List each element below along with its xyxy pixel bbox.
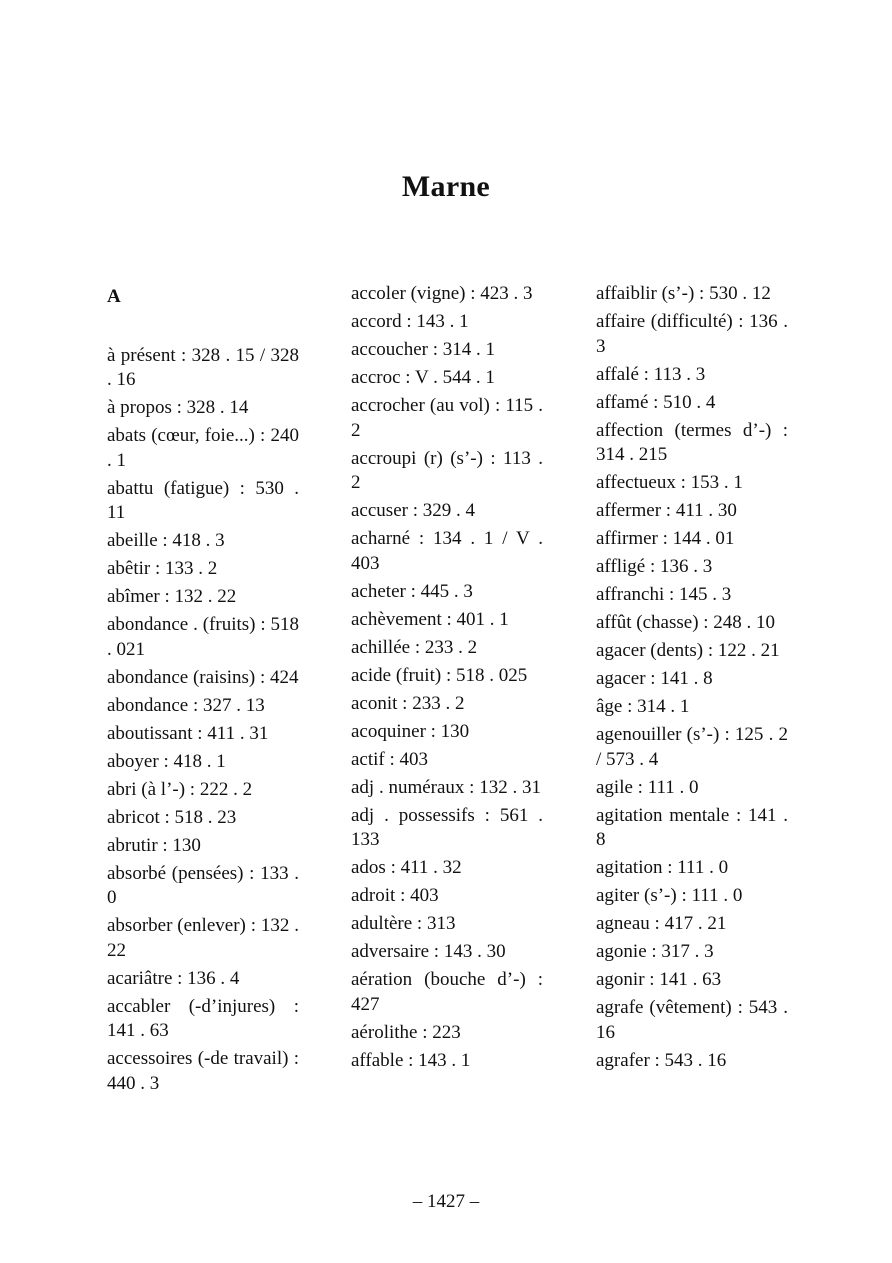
index-entry: agacer : 141 . 8 (596, 668, 713, 689)
index-entry: agneau : 417 . 21 (596, 913, 727, 934)
index-entry: affection (termes d’-) : 314 . 215 (596, 419, 788, 465)
index-entry: âge : 314 . 1 (596, 696, 690, 717)
index-entry: abeille : 418 . 3 (107, 530, 225, 551)
index-entry: aérolithe : 223 (351, 1021, 461, 1043)
index-entry: accoucher : 314 . 1 (351, 339, 496, 360)
index-entry: affligé : 136 . 3 (596, 556, 713, 577)
index-entry: abri (à l’-) : 222 . 2 (107, 778, 253, 800)
index-column-2 (351, 282, 543, 1077)
index-entry: affirmer : 144 . 01 (596, 528, 735, 549)
index-entry: à propos : 328 . 14 (107, 397, 249, 418)
index-entry: agenouiller (s’-) : 125 . 2 / 573 . 4 (596, 724, 788, 770)
page-number: – 1427 – (412, 1191, 480, 1212)
index-column-3 (596, 282, 788, 1077)
index-entry: adroit : 403 (351, 885, 439, 906)
index-entry: abattu (fatigue) : 530 . 11 (107, 477, 299, 523)
index-entry: affaire (difficulté) : 136 . 3 (596, 311, 788, 357)
index-entry: agile : 111 . 0 (596, 776, 699, 798)
index-entry: abrutir : 130 (107, 834, 201, 856)
index-entry: achillée : 233 . 2 (351, 636, 478, 658)
index-entry: accabler (-d’injures) : 141 . 63 (107, 995, 299, 1041)
index-entry: achèvement : 401 . 1 (351, 608, 509, 630)
index-entry: ados : 411 . 32 (351, 857, 462, 878)
index-entry: accord : 143 . 1 (351, 311, 469, 332)
index-entry: accoler (vigne) : 423 . 3 (351, 283, 533, 304)
index-entry: acheter : 445 . 3 (351, 580, 473, 602)
index-entry: affaiblir (s’-) : 530 . 12 (596, 283, 771, 304)
index-entry: accessoires (-de travail) : 440 . 3 (107, 1048, 299, 1094)
index-entry: affable : 143 . 1 (351, 1049, 471, 1071)
index-entry: agiter (s’-) : 111 . 0 (596, 885, 743, 906)
section-letter: A (107, 286, 121, 307)
index-entry: accroc : V . 544 . 1 (351, 367, 495, 388)
index-entry: affectueux : 153 . 1 (596, 472, 743, 493)
index-entry: agrafe (vêtement) : 543 . 16 (596, 997, 788, 1043)
index-entry: adultère : 313 (351, 913, 456, 934)
index-entry: acide (fruit) : 518 . 025 (351, 664, 528, 686)
index-entry: adversaire : 143 . 30 (351, 941, 506, 962)
index-entry: agrafer : 543 . 16 (596, 1049, 727, 1071)
index-entry: agacer (dents) : 122 . 21 (596, 640, 780, 661)
index-entry: accroupi (r) (s’-) : 113 . 2 (351, 447, 543, 493)
index-entry: abondance : 327 . 13 (107, 694, 265, 716)
index-entry: accuser : 329 . 4 (351, 500, 475, 521)
index-entry: abricot : 518 . 23 (107, 806, 237, 828)
index-entry: aération (bouche d’-) : 427 (351, 969, 543, 1015)
index-entry: agonie : 317 . 3 (596, 941, 714, 962)
index-entry: aconit : 233 . 2 (351, 692, 465, 714)
index-entry: abîmer : 132 . 22 (107, 586, 237, 607)
index-entry: absorber (enlever) : 132 . 22 (107, 915, 299, 961)
index-entry: acoquiner : 130 (351, 720, 470, 742)
index-entry: affamé : 510 . 4 (596, 391, 716, 413)
index-entry: abats (cœur, foie...) : 240 . 1 (107, 425, 299, 471)
index-entry: affalé : 113 . 3 (596, 363, 706, 385)
index-column-1 (107, 282, 299, 1100)
index-entry: adj . possessifs : 561 . 133 (351, 804, 543, 850)
index-entry: absorbé (pensées) : 133 . 0 (107, 862, 299, 908)
index-entry: affût (chasse) : 248 . 10 (596, 612, 776, 633)
index-entry: affranchi : 145 . 3 (596, 584, 732, 605)
index-entry: agitation mentale : 141 . 8 (596, 804, 788, 850)
index-entry: acariâtre : 136 . 4 (107, 967, 240, 989)
page-title: Marne (401, 170, 491, 203)
index-entry: acharné : 134 . 1 / V . 403 (351, 528, 543, 574)
index-entry: actif : 403 (351, 748, 429, 770)
index-entry: aboyer : 418 . 1 (107, 750, 226, 772)
index-entry: agitation : 111 . 0 (596, 857, 729, 878)
index-entry: abêtir : 133 . 2 (107, 558, 218, 579)
index-entry: agonir : 141 . 63 (596, 969, 722, 990)
index-entry: abondance (raisins) : 424 (107, 666, 299, 688)
index-entry: aboutissant : 411 . 31 (107, 722, 269, 744)
index-entry: accrocher (au vol) : 115 . 2 (351, 395, 543, 441)
index-entry: affermer : 411 . 30 (596, 500, 737, 521)
index-entry: à présent : 328 . 15 / 328 . 16 (107, 344, 299, 390)
index-entry: abondance . (fruits) : 518 . 021 (107, 614, 299, 660)
index-entry: adj . numéraux : 132 . 31 (351, 776, 541, 798)
